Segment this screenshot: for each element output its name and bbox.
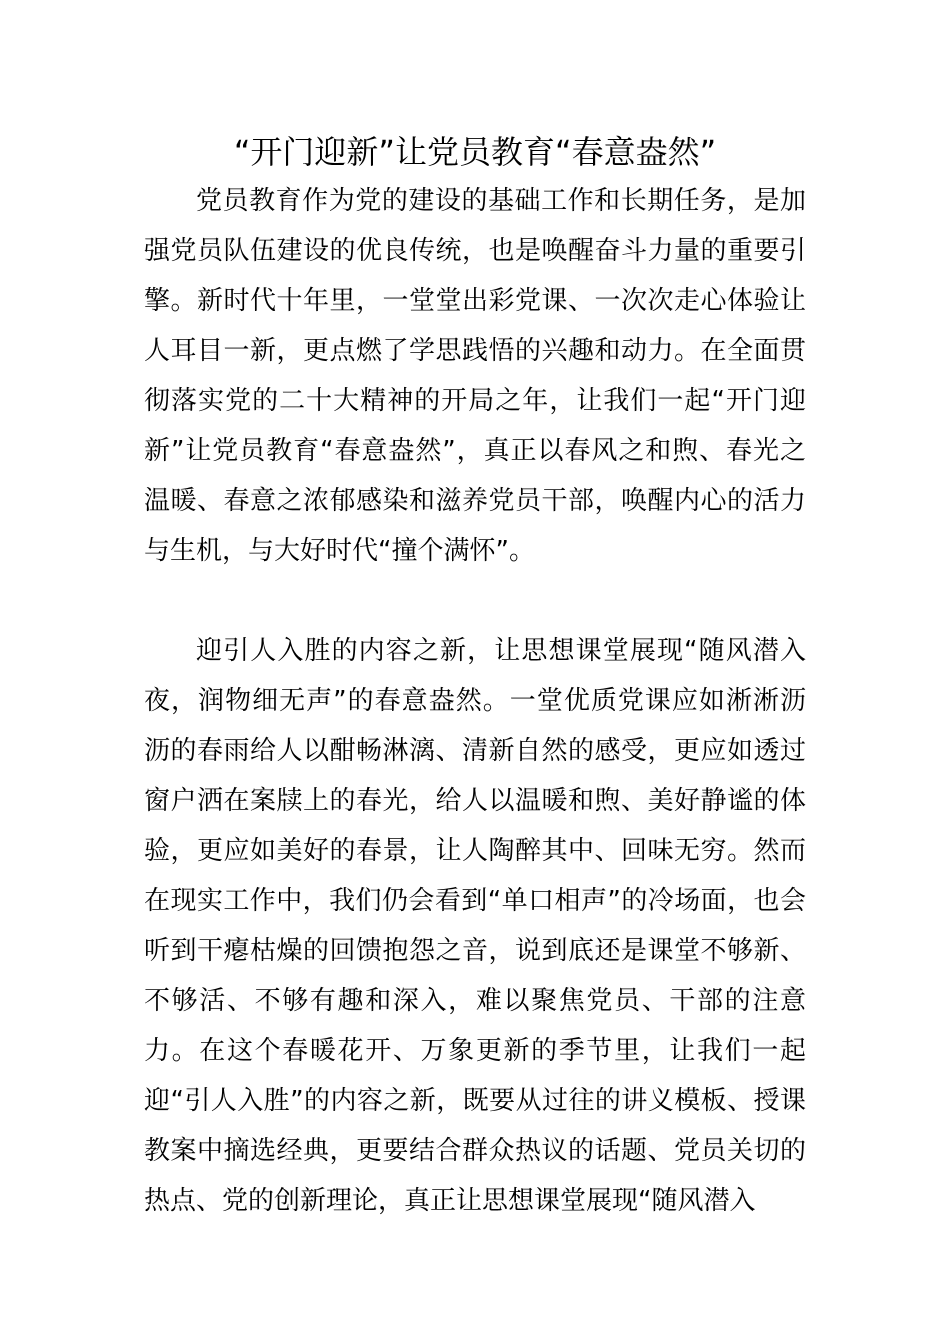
paragraph-intro: 党员教育作为党的建设的基础工作和长期任务，是加强党员队伍建设的优良传统，也是唤醒奋斗力量的重要引擎。新时代十年里，一堂堂出彩党课、一次次走心体验让人耳目一新，更点燃了学思践悟的兴趣和动力。在全面贯彻落实党的二十大精神的开局之年，让我们一起“开门迎新”让党员教育“春意盎然”，真正以春风之和煦、春光之温暖、春意之浓郁感染和滋养党员干部，唤醒内心的活力与生机，与大好时代“撞个满怀”。 [144,186,806,566]
document-title: “开门迎新”让党员教育“春意盎然” [233,133,717,171]
paragraph-content-innovation: 迎引人入胜的内容之新，让思想课堂展现“随风潜入夜，润物细无声”的春意盎然。一堂优质党课应如淅淅沥沥的春雨给人以酣畅淋漓、清新自然的感受，更应如透过窗户洒在案牍上的春光，给人以温暖和煦、美好静谧的体验，更应如美好的春景，让人陶醉其中、回味无穷。然而在现实工作中，我们仍会看到“单口相声”的冷场面，也会听到干瘪枯燥的回馈抱怨之音，说到底还是课堂不够新、不够活、不够有趣和深入，难以聚焦党员、干部的注意力。在这个春暖花开、万象更新的季节里，让我们一起迎“引人入胜”的内容之新，既要从过往的讲义模板、授课教案中摘选经典，更要结合群众热议的话题、党员关切的热点、党的创新理论，真正让思想课堂展现“随风潜入 [144,636,806,1216]
